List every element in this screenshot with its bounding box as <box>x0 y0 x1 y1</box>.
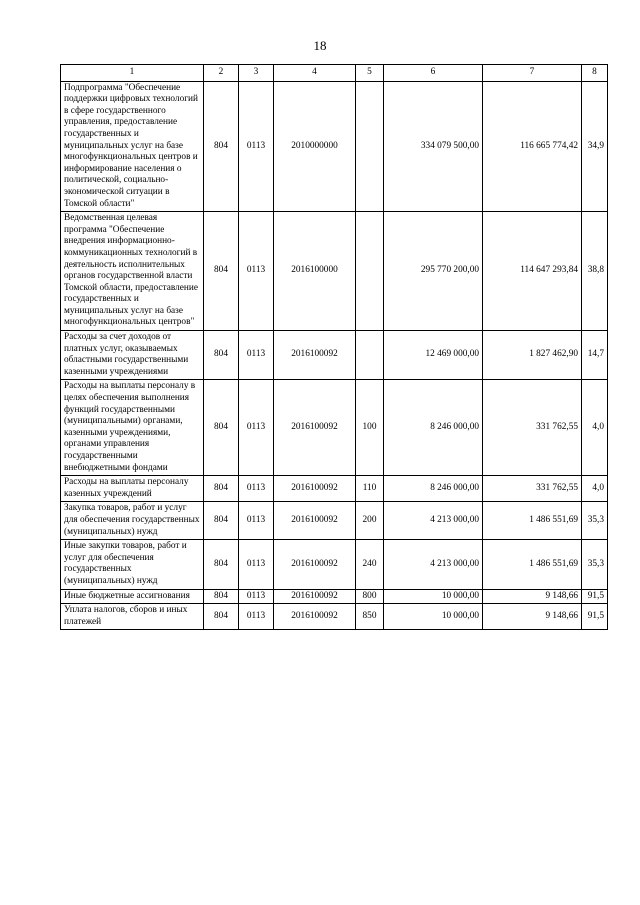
planned-amount: 10 000,00 <box>384 589 483 604</box>
table-row <box>61 212 608 331</box>
target-code: 2016100092 <box>274 331 356 380</box>
table-row <box>61 589 608 604</box>
header-cell: 5 <box>356 65 384 82</box>
execution-percent: 38,8 <box>582 212 608 331</box>
expense-type <box>356 331 384 380</box>
planned-amount: 8 246 000,00 <box>384 476 483 502</box>
item-name: Подпрограмма "Обеспечение поддержки цифровых технологий в сфере государственного управления, предоставление государственных и муниципальных услуг на базе многофункциональных центров и информирование населения о политической, социально-экономической ситуации в Томской области" <box>61 81 204 212</box>
actual-amount: 1 486 551,69 <box>483 502 582 540</box>
item-name: Иные закупки товаров, работ и услуг для обеспечения государственных (муниципальных) нужд <box>61 540 204 589</box>
budget-table <box>60 64 608 630</box>
section-code: 0113 <box>239 589 274 604</box>
ministry-code: 804 <box>204 331 239 380</box>
item-name: Расходы за счет доходов от платных услуг, оказываемых областными государственными казенными учреждениями <box>61 331 204 380</box>
execution-percent: 91,5 <box>582 589 608 604</box>
planned-amount: 295 770 200,00 <box>384 212 483 331</box>
header-cell: 7 <box>483 65 582 82</box>
header-cell: 1 <box>61 65 204 82</box>
execution-percent: 34,9 <box>582 81 608 212</box>
table-row <box>61 331 608 380</box>
target-code: 2016100092 <box>274 476 356 502</box>
table-row <box>61 540 608 589</box>
execution-percent: 35,3 <box>582 502 608 540</box>
execution-percent: 35,3 <box>582 540 608 589</box>
header-cell: 3 <box>239 65 274 82</box>
item-name: Ведомственная целевая программа "Обеспечение внедрения информационно-коммуникационных технологий в деятельность исполнительных органов государственной власти Томской области, предоставление государственных и муниципальных услуг на базе многофункциональных центров" <box>61 212 204 331</box>
ministry-code: 804 <box>204 502 239 540</box>
section-code: 0113 <box>239 331 274 380</box>
planned-amount: 8 246 000,00 <box>384 380 483 476</box>
target-code: 2016100092 <box>274 589 356 604</box>
ministry-code: 804 <box>204 540 239 589</box>
actual-amount: 9 148,66 <box>483 589 582 604</box>
section-code: 0113 <box>239 380 274 476</box>
target-code: 2016100092 <box>274 380 356 476</box>
expense-type: 240 <box>356 540 384 589</box>
section-code: 0113 <box>239 604 274 630</box>
ministry-code: 804 <box>204 604 239 630</box>
planned-amount: 334 079 500,00 <box>384 81 483 212</box>
planned-amount: 10 000,00 <box>384 604 483 630</box>
table-row <box>61 502 608 540</box>
execution-percent: 4,0 <box>582 476 608 502</box>
table-row <box>61 476 608 502</box>
section-code: 0113 <box>239 476 274 502</box>
header-cell: 4 <box>274 65 356 82</box>
ministry-code: 804 <box>204 589 239 604</box>
execution-percent: 14,7 <box>582 331 608 380</box>
ministry-code: 804 <box>204 81 239 212</box>
section-code: 0113 <box>239 212 274 331</box>
actual-amount: 9 148,66 <box>483 604 582 630</box>
expense-type: 110 <box>356 476 384 502</box>
item-name: Уплата налогов, сборов и иных платежей <box>61 604 204 630</box>
actual-amount: 114 647 293,84 <box>483 212 582 331</box>
header-cell: 6 <box>384 65 483 82</box>
target-code: 2016100092 <box>274 604 356 630</box>
actual-amount: 116 665 774,42 <box>483 81 582 212</box>
item-name: Расходы на выплаты персоналу казенных учреждений <box>61 476 204 502</box>
actual-amount: 1 486 551,69 <box>483 540 582 589</box>
item-name: Иные бюджетные ассигнования <box>61 589 204 604</box>
header-cell: 8 <box>582 65 608 82</box>
section-code: 0113 <box>239 81 274 212</box>
header-row <box>61 65 608 82</box>
target-code: 2016100092 <box>274 502 356 540</box>
expense-type: 100 <box>356 380 384 476</box>
section-code: 0113 <box>239 540 274 589</box>
expense-type: 200 <box>356 502 384 540</box>
expense-type <box>356 212 384 331</box>
target-code: 2010000000 <box>274 81 356 212</box>
planned-amount: 4 213 000,00 <box>384 540 483 589</box>
planned-amount: 4 213 000,00 <box>384 502 483 540</box>
target-code: 2016100092 <box>274 540 356 589</box>
section-code: 0113 <box>239 502 274 540</box>
table-row <box>61 81 608 212</box>
page-number: 18 <box>313 38 327 53</box>
expense-type: 800 <box>356 589 384 604</box>
execution-percent: 4,0 <box>582 380 608 476</box>
expense-type: 850 <box>356 604 384 630</box>
actual-amount: 331 762,55 <box>483 476 582 502</box>
expense-type <box>356 81 384 212</box>
planned-amount: 12 469 000,00 <box>384 331 483 380</box>
ministry-code: 804 <box>204 476 239 502</box>
table-row <box>61 380 608 476</box>
table-row <box>61 604 608 630</box>
ministry-code: 804 <box>204 212 239 331</box>
actual-amount: 1 827 462,90 <box>483 331 582 380</box>
item-name: Закупка товаров, работ и услуг для обеспечения государственных (муниципальных) нужд <box>61 502 204 540</box>
target-code: 2016100000 <box>274 212 356 331</box>
execution-percent: 91,5 <box>582 604 608 630</box>
item-name: Расходы на выплаты персоналу в целях обеспечения выполнения функций государственными (муниципальными) органами, казенными учреждениями, органами управления государственными внебюджетными фондами <box>61 380 204 476</box>
header-cell: 2 <box>204 65 239 82</box>
actual-amount: 331 762,55 <box>483 380 582 476</box>
ministry-code: 804 <box>204 380 239 476</box>
